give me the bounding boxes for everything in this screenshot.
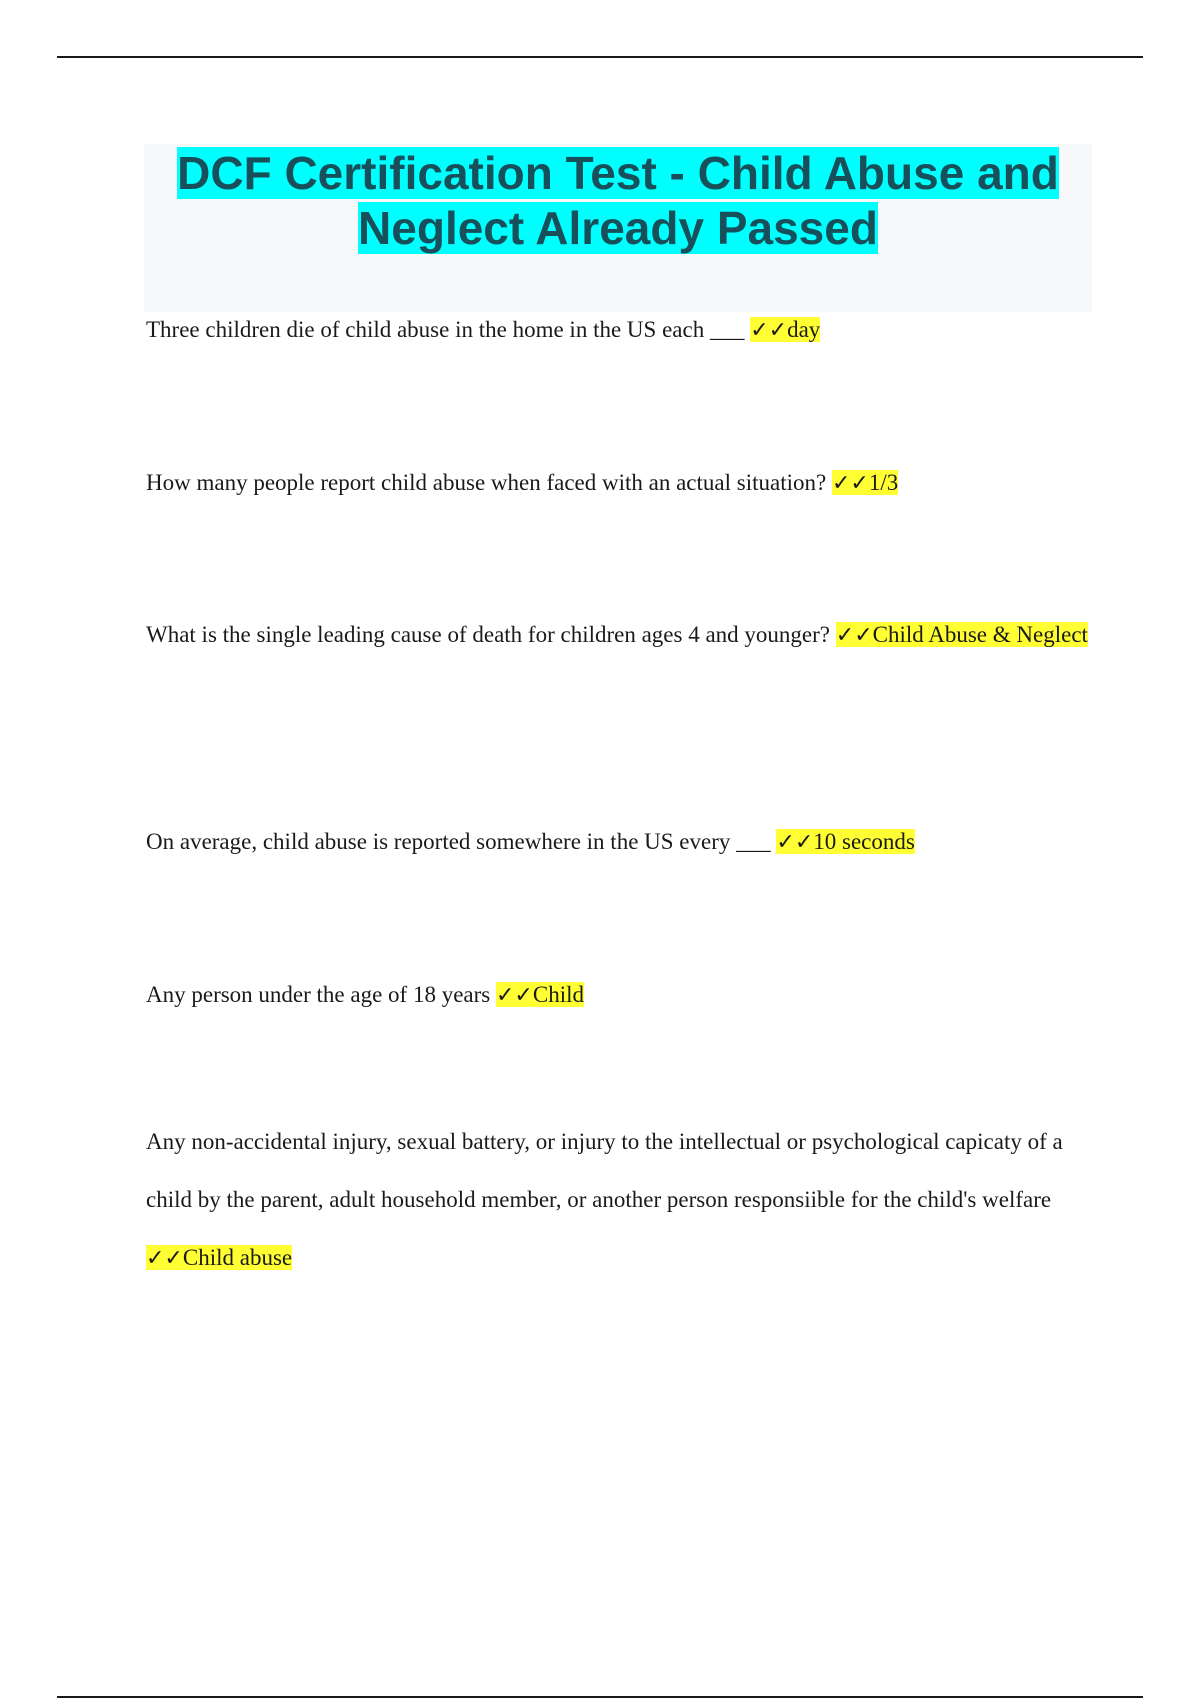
answer-highlight xyxy=(776,829,914,854)
answer-highlight xyxy=(146,1245,292,1270)
check-icon: ✓✓ xyxy=(831,471,869,496)
answer-text: 10 seconds xyxy=(813,829,915,854)
check-icon: ✓✓ xyxy=(146,1246,183,1271)
title-block xyxy=(144,144,1092,312)
bottom-rule xyxy=(57,1696,1143,1698)
check-icon: ✓✓ xyxy=(750,318,788,343)
document-title xyxy=(144,144,1092,256)
qa-item xyxy=(146,1113,1092,1288)
answer-highlight xyxy=(836,622,1088,647)
answer-highlight xyxy=(496,982,584,1007)
answer-text: 1/3 xyxy=(868,470,899,495)
question-text: On average, child abuse is reported somewhere in the US every ___ xyxy=(146,829,777,854)
top-rule xyxy=(57,56,1143,58)
qa-item xyxy=(146,965,1092,1026)
answer-highlight xyxy=(832,470,898,495)
qa-item xyxy=(146,453,1092,514)
check-icon: ✓✓ xyxy=(776,830,814,855)
question-text: Any non-accidental injury, sexual battery, or injury to the intellectual or psychological capicaty of a child by the parent, adult household member, or another person responsiible for the child's welfare xyxy=(146,1129,1063,1212)
question-text: Any person under the age of 18 years xyxy=(146,982,496,1007)
question-text: How many people report child abuse when faced with an actual situation? xyxy=(146,470,832,495)
check-icon: ✓✓ xyxy=(496,983,533,1008)
answer-text: Child Abuse & Neglect xyxy=(872,622,1088,647)
qa-item xyxy=(146,605,1092,666)
qa-item xyxy=(146,812,1092,873)
question-text: Three children die of child abuse in the home in the US each ___ xyxy=(146,317,751,342)
answer-text: Child abuse xyxy=(182,1245,293,1270)
answer-highlight xyxy=(750,317,820,342)
answer-text: day xyxy=(787,317,821,342)
check-icon: ✓✓ xyxy=(835,623,873,648)
question-text: What is the single leading cause of death for children ages 4 and younger? xyxy=(146,622,836,647)
title-highlight: DCF Certification Test - Child Abuse and Neglect Already Passed xyxy=(177,147,1059,254)
answer-text: Child xyxy=(532,982,584,1007)
qa-item xyxy=(146,300,1092,361)
